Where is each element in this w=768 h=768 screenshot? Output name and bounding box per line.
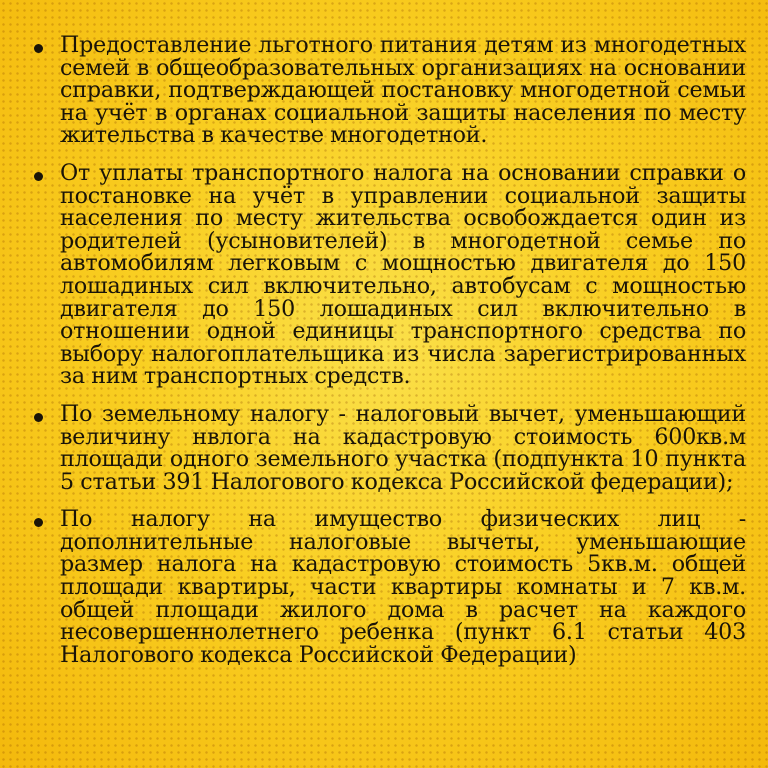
benefits-text-block — [30, 34, 746, 681]
bullet-dot-icon — [34, 44, 43, 53]
bullet-dot-icon — [34, 413, 43, 422]
bullet-item-transport-tax — [30, 159, 746, 390]
benefits-bullet-list — [30, 34, 746, 666]
bullet-item-land-tax — [30, 400, 746, 495]
bullet-text-transport-tax: От уплаты транспортного налога на основании справки о постановке на учёт в управлении социальной защиты населения по месту жительства освобождается один из родителей (усыновителей) в многодетной семье по автомобилям легковым с мощностью двигателя до 150 лошадиных сил включительно, автобусам с мощностью двигателя до 150 лошадиных сил включительно в отношении одной единицы транспортного средства по выбору налогоплательщика из числа зарегистрированных за ним транспортных средств. — [60, 159, 746, 390]
bullet-dot-icon — [34, 518, 43, 527]
bullet-item-property-tax — [30, 508, 746, 666]
bullet-text-school-meals: Предоставление льготного питания детям из многодетных семей в общеобразовательных организациях на основании справки, подтверждающей постановку многодетной семьи на учёт в органах социальной защиты населения по месту жительства в качестве многодетной. — [60, 32, 746, 149]
bullet-text-property-tax: По налогу на имущество физических лиц - дополнительные налоговые вычеты, уменьшающие размер налога на кадастровую стоимость 5кв.м. общей площади квартиры, части квартиры комнаты и 7 кв.м. общей площади жилого дома в расчет на каждого несовершеннолетнего ребенка (пункт 6.1 статьи 403 Налогового кодекса Российской Федерации) — [60, 506, 746, 668]
bullet-dot-icon — [34, 172, 43, 181]
bullet-text-land-tax: По земельному налогу - налоговый вычет, уменьшающий величину нвлога на кадастровую стоимость 600кв.м площади одного земельного участка (подпункта 10 пункта 5 статьи 391 Налогового кодекса Российской федерации); — [60, 400, 746, 495]
bullet-item-school-meals — [30, 34, 746, 147]
